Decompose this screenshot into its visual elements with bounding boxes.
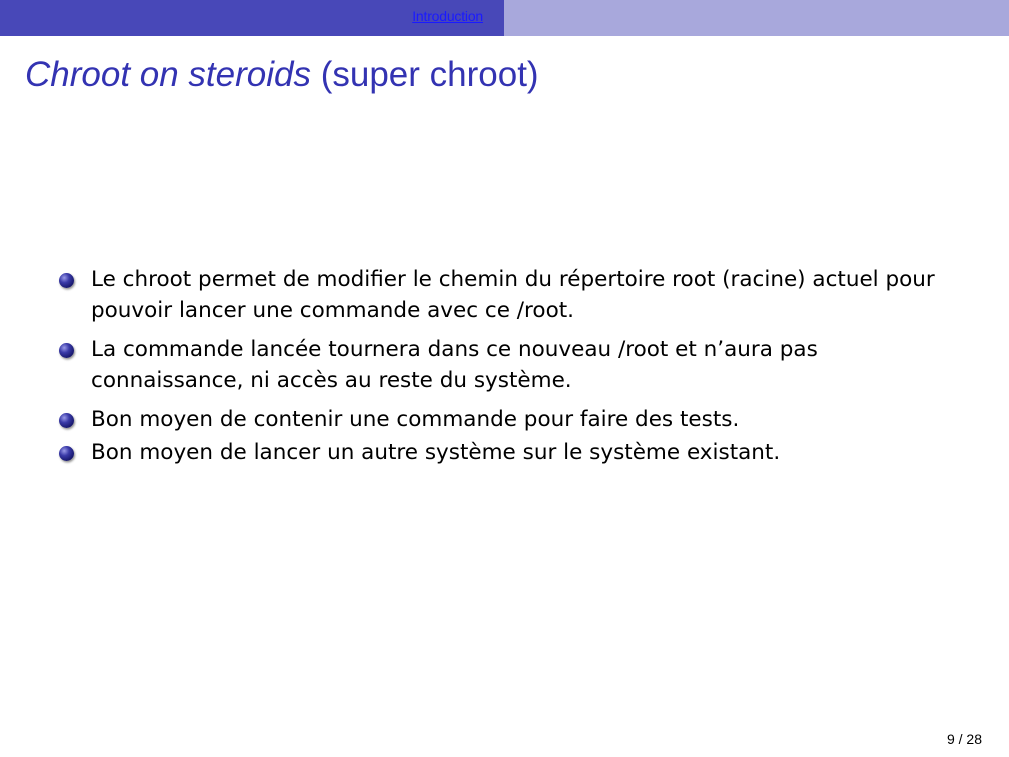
headline-section-area <box>0 0 504 36</box>
list-item <box>58 264 958 326</box>
headline-bar <box>0 0 1009 36</box>
frame-title <box>25 55 539 95</box>
list-item-text: Le chroot permet de modifier le chemin du répertoire root (racine) actuel pour pouvoir lancer une commande avec ce /root. <box>91 267 935 323</box>
page-number: 9 / 28 <box>946 731 982 747</box>
list-item-text: Bon moyen de contenir une commande pour faire des tests. <box>91 407 740 432</box>
list-item-text: La commande lancée tournera dans ce nouveau /root et n’aura pas connaissance, ni accès au reste du système. <box>91 337 818 393</box>
bullet-list <box>58 264 958 468</box>
headline-subsection-area <box>504 0 1009 36</box>
section-link-introduction[interactable]: Introduction <box>412 8 483 24</box>
ball-bullet-icon <box>59 446 74 461</box>
list-item <box>58 334 958 396</box>
ball-bullet-icon <box>59 413 74 428</box>
ball-bullet-icon <box>59 273 74 288</box>
frame-title-italic: Chroot on steroids <box>25 55 311 94</box>
list-item <box>58 404 958 435</box>
list-item-text: Bon moyen de lancer un autre système sur le système existant. <box>91 440 781 465</box>
ball-bullet-icon <box>59 343 74 358</box>
frame-title-plain: (super chroot) <box>320 55 539 94</box>
list-item <box>58 437 958 468</box>
